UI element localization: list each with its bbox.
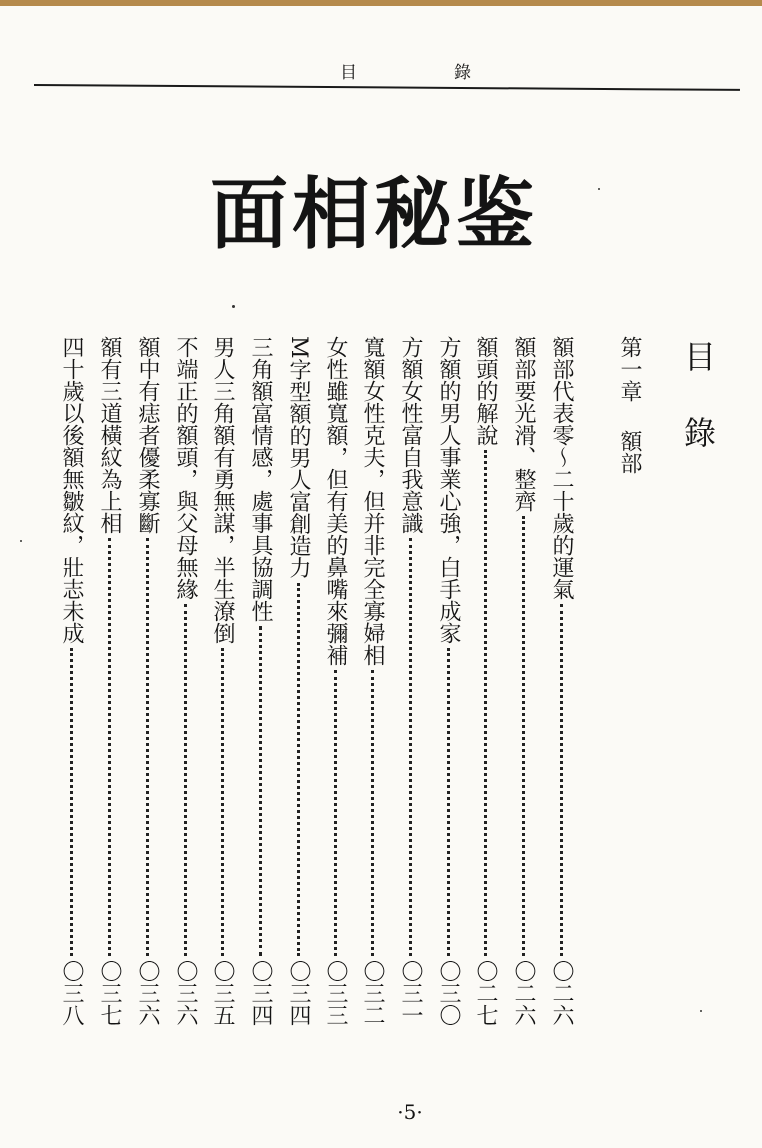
toc-entry-page: 〇三〇 bbox=[436, 960, 461, 1026]
toc-entry-page: 〇二六 bbox=[549, 960, 574, 1026]
toc-leader-dots bbox=[371, 670, 374, 956]
toc-entry-title: 女性雖寬額，但有美的鼻嘴來彌補 bbox=[323, 336, 348, 666]
toc-entry[interactable] bbox=[94, 336, 124, 1026]
toc-entry-title: 額部要光滑、整齊 bbox=[511, 336, 536, 512]
toc-entry[interactable] bbox=[283, 336, 313, 1026]
toc-entry-title: M字型額的男人富創造力 bbox=[286, 336, 311, 579]
toc-entry-page: 〇三七 bbox=[97, 960, 122, 1026]
toc-entry-title: 額有三道橫紋為上相 bbox=[97, 336, 122, 534]
chapter-heading bbox=[614, 336, 644, 474]
toc-leader-dots bbox=[70, 648, 73, 956]
toc-entry[interactable] bbox=[245, 336, 275, 1026]
toc-leader-dots bbox=[484, 450, 487, 956]
toc-entry-title: 不端正的額頭，與父母無緣 bbox=[173, 336, 198, 600]
toc-leader-dots bbox=[108, 538, 111, 956]
book-title: 面相秘鉴 bbox=[210, 170, 539, 260]
toc-entry-title: 方額的男人事業心強，白手成家 bbox=[436, 336, 461, 644]
toc-entry[interactable] bbox=[470, 336, 500, 1026]
scan-top-edge bbox=[0, 0, 762, 6]
toc-entry[interactable] bbox=[207, 336, 237, 1026]
toc-entry-page: 〇三三 bbox=[323, 960, 348, 1026]
toc-entry-page: 〇三二 bbox=[360, 960, 385, 1026]
toc-entry[interactable] bbox=[56, 336, 86, 1026]
toc-entry-page: 〇三六 bbox=[173, 960, 198, 1026]
toc-leader-dots bbox=[146, 538, 149, 956]
toc-entry[interactable] bbox=[395, 336, 425, 1026]
toc-entry[interactable] bbox=[320, 336, 350, 1026]
toc-leader-dots bbox=[184, 604, 187, 956]
toc-entry-page: 〇二六 bbox=[511, 960, 536, 1026]
chapter-name: 額部 bbox=[617, 430, 642, 474]
toc-entry-page: 〇三一 bbox=[398, 960, 423, 1026]
chapter-number: 第一章 bbox=[617, 336, 642, 402]
header-rule bbox=[34, 84, 740, 91]
toc-entry-title: 男人三角額有勇無謀，半生潦倒 bbox=[210, 336, 235, 644]
toc-entry-title: 額頭的解說 bbox=[473, 336, 498, 446]
toc-entry-page: 〇三五 bbox=[210, 960, 235, 1026]
toc-entry-page: 〇三四 bbox=[248, 960, 273, 1026]
toc-entry-title: 寬額女性克夫，但并非完全寡婦相 bbox=[360, 336, 385, 666]
toc-entry-title: 三角額富情感，處事具協調性 bbox=[248, 336, 273, 622]
scan-speck bbox=[598, 188, 600, 190]
toc-leader-dots bbox=[560, 604, 563, 956]
toc-entry-page: 〇三八 bbox=[59, 960, 84, 1026]
scan-speck bbox=[232, 305, 235, 308]
toc-entry-page: 〇三四 bbox=[286, 960, 311, 1026]
running-head: 目 錄 bbox=[340, 63, 511, 83]
toc-entry[interactable] bbox=[132, 336, 162, 1026]
toc-entry[interactable] bbox=[357, 336, 387, 1026]
toc-leader-dots bbox=[334, 670, 337, 956]
toc-leader-dots bbox=[221, 648, 224, 956]
toc-entry-title: 額部代表零～二十歲的運氣 bbox=[549, 336, 574, 600]
toc-leader-dots bbox=[447, 648, 450, 956]
toc-entry-page: 〇二七 bbox=[473, 960, 498, 1026]
toc-leader-dots bbox=[409, 538, 412, 956]
toc-entry[interactable] bbox=[170, 336, 200, 1026]
toc-leader-dots bbox=[259, 626, 262, 956]
toc-entry-page: 〇三六 bbox=[135, 960, 160, 1026]
toc-heading: 目錄 bbox=[679, 340, 717, 492]
toc-entry-title: 額中有痣者優柔寡斷 bbox=[135, 336, 160, 534]
toc-entry[interactable] bbox=[546, 336, 576, 1026]
toc-entry-title: 方額女性富自我意識 bbox=[398, 336, 423, 534]
scan-speck bbox=[20, 540, 22, 542]
page-number: ·5· bbox=[397, 1100, 423, 1124]
toc-entry[interactable] bbox=[508, 336, 538, 1026]
scan-speck bbox=[700, 1010, 702, 1012]
toc-entry[interactable] bbox=[433, 336, 463, 1026]
toc-leader-dots bbox=[297, 583, 300, 956]
toc-leader-dots bbox=[522, 516, 525, 956]
toc-entry-title: 四十歲以後額無皺紋，壯志未成 bbox=[59, 336, 84, 644]
